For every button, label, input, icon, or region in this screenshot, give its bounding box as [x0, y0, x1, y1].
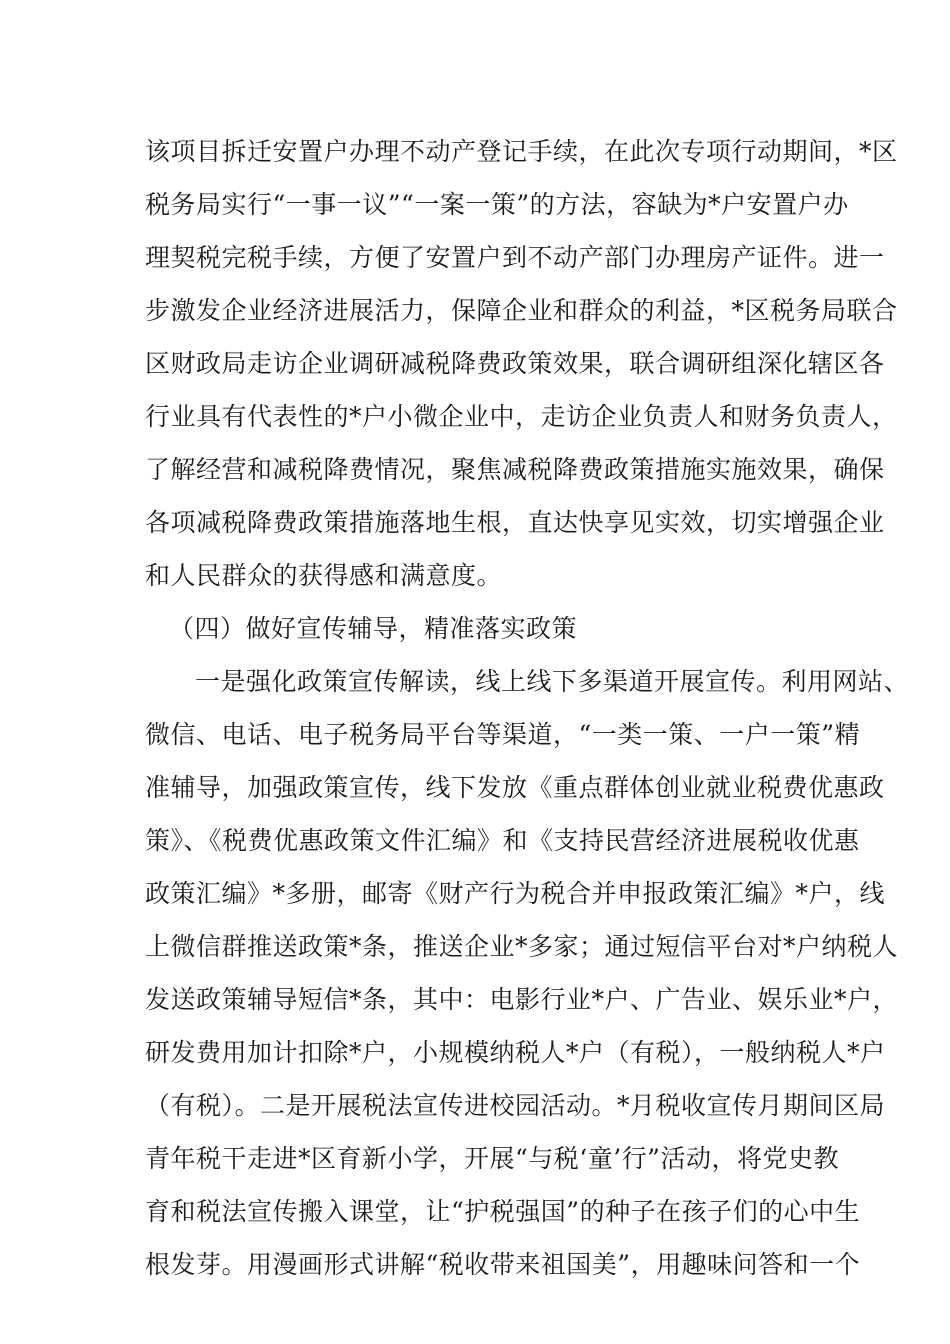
- section-heading: （四）做好宣传辅导，精准落实政策: [169, 614, 578, 643]
- text-line: 策》、《税费优惠政策文件汇编》和《支持民营经济进展税收优惠: [145, 826, 860, 855]
- text-line: 步激发企业经济进展活力，保障企业和群众的利益，*区税务局联合: [145, 296, 898, 325]
- text-line: 政策汇编》*多册，邮寄《财产行为税合并申报政策汇编》*户，线: [145, 879, 886, 908]
- text-line: 税务局实行“一事一议”“一案一策”的方法，容缺为*户安置户办: [145, 190, 849, 219]
- text-line: 理契税完税手续，方便了安置户到不动产部门办理房产证件。进一: [145, 243, 885, 272]
- text-line: 行业具有代表性的*户小微企业中，走访企业负责人和财务负责人，: [145, 402, 898, 431]
- text-line: （有税）。二是开展税法宣传进校园活动。*月税收宣传月期间区局: [145, 1091, 886, 1120]
- text-line: 各项减税降费政策措施落地生根，直达快享见实效，切实增强企业: [145, 508, 885, 537]
- text-line: 微信、电话、电子税务局平台等渠道，“一类一策、一户一策”精: [145, 720, 861, 749]
- paragraph-first-line: 一是强化政策宣传解读，线上线下多渠道开展宣传。利用网站、: [195, 667, 910, 696]
- text-line: 和人民群众的获得感和满意度。: [145, 561, 503, 590]
- text-line: 青年税干走进*区育新小学，开展“与税‘童’行”活动，将党史教: [145, 1144, 839, 1173]
- text-line: 育和税法宣传搬入课堂，让“护税强国”的种子在孩子们的心中生: [145, 1197, 861, 1226]
- text-line: 根发芽。用漫画形式讲解“税收带来祖国美”，用趣味问答和一个: [145, 1250, 861, 1279]
- text-line: 该项目拆迁安置户办理不动产登记手续，在此次专项行动期间，*区: [145, 137, 898, 166]
- text-line: 了解经营和减税降费情况，聚焦减税降费政策措施实施效果，确保: [145, 455, 885, 484]
- document-body: [145, 125, 910, 1291]
- text-line: 区财政局走访企业调研减税降费政策效果，联合调研组深化辖区各: [145, 349, 885, 378]
- text-line: 研发费用加计扣除*户，小规模纳税人*户（有税），一般纳税人*户: [145, 1038, 886, 1067]
- text-line: 上微信群推送政策*条，推送企业*多家；通过短信平台对*户纳税人: [145, 932, 899, 961]
- text-line: 准辅导，加强政策宣传，线下发放《重点群体创业就业税费优惠政: [145, 773, 885, 802]
- text-line: 发送政策辅导短信*条，其中：电影行业*户、广告业、娱乐业*户，: [145, 985, 899, 1014]
